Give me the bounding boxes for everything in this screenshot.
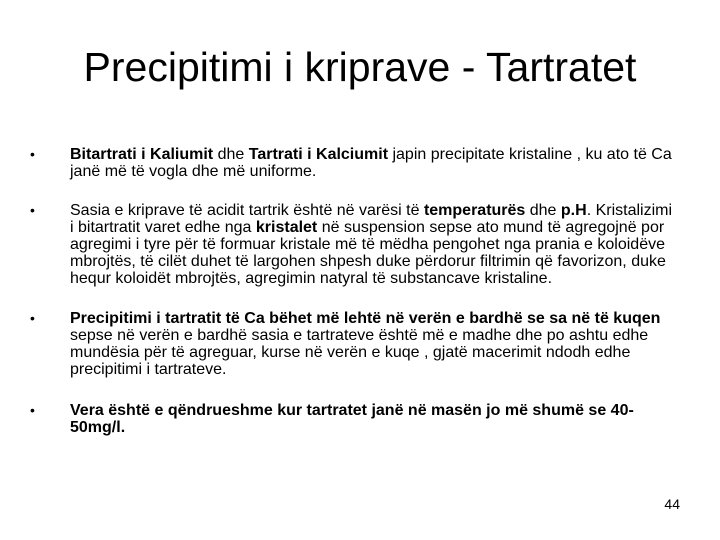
bullet-text (70, 310, 680, 378)
bullet-text-bold: Vera është e qëndrueshme kur tartratet janë në masën jo më shumë se 40-50mg/l. (70, 402, 634, 436)
bullet-marker: • (30, 146, 35, 162)
bullet-text (70, 146, 680, 180)
bullet-text-plain: Sasia e kriprave të acidit tartrik është në varësi të (70, 202, 424, 219)
bullet-text-plain: në suspension sepse ato mund të agregojnë por agregimi i tyre për të formuar kristale më të mëdha pengohet nga prania e koloidëve mbrojtës, të cilët duhet të largohen shpesh duke përdorur filtrimin që favorizon, duke hequr koloidët mbrojtës, agregimin natyral të substancave kristaline. (70, 219, 666, 287)
bullet-text (70, 402, 680, 436)
bullet-item (30, 402, 690, 436)
bullet-text-plain: dhe (213, 146, 249, 163)
bullet-text-plain: . Kristalizimi i bitartratit varet edhe nga (70, 202, 673, 236)
bullet-text-bold: Precipitimi i tartratit të Ca bëhet më lehtë në verën e bardhë se sa në të kuqen (70, 310, 661, 327)
bullet-item (30, 310, 690, 378)
page-number: 44 (664, 496, 680, 512)
bullet-text-bold: temperaturës (423, 202, 526, 219)
bullet-text-plain: dhe (525, 202, 561, 219)
slide-title: Precipitimi i kriprave - Tartratet (83, 44, 637, 90)
bullet-marker: • (30, 202, 35, 218)
bullet-marker: • (30, 402, 35, 418)
bullet-text-bold: Tartrati i Kalciumit (248, 146, 389, 163)
bullet-list (30, 146, 690, 436)
bullet-item (30, 202, 690, 287)
bullet-text-bold: Bitartrati i Kaliumit (70, 146, 214, 163)
bullet-item (30, 146, 690, 180)
bullet-text (70, 202, 680, 287)
bullet-marker: • (30, 310, 35, 326)
bullet-text-bold: p.H (560, 202, 587, 219)
bullet-text-bold: kristalet (255, 219, 318, 236)
bullet-text-plain: sepse në verën e bardhë sasia e tartrateve është më e madhe dhe po ashtu edhe mundësia për të agreguar, kurse në verën e kuqe , gjatë macerimit ndodh edhe precipitimi i tartrateve. (70, 327, 649, 378)
bullet-text-plain: japin precipitate kristaline , ku ato të Ca janë më të vogla dhe më uniforme. (70, 146, 672, 180)
